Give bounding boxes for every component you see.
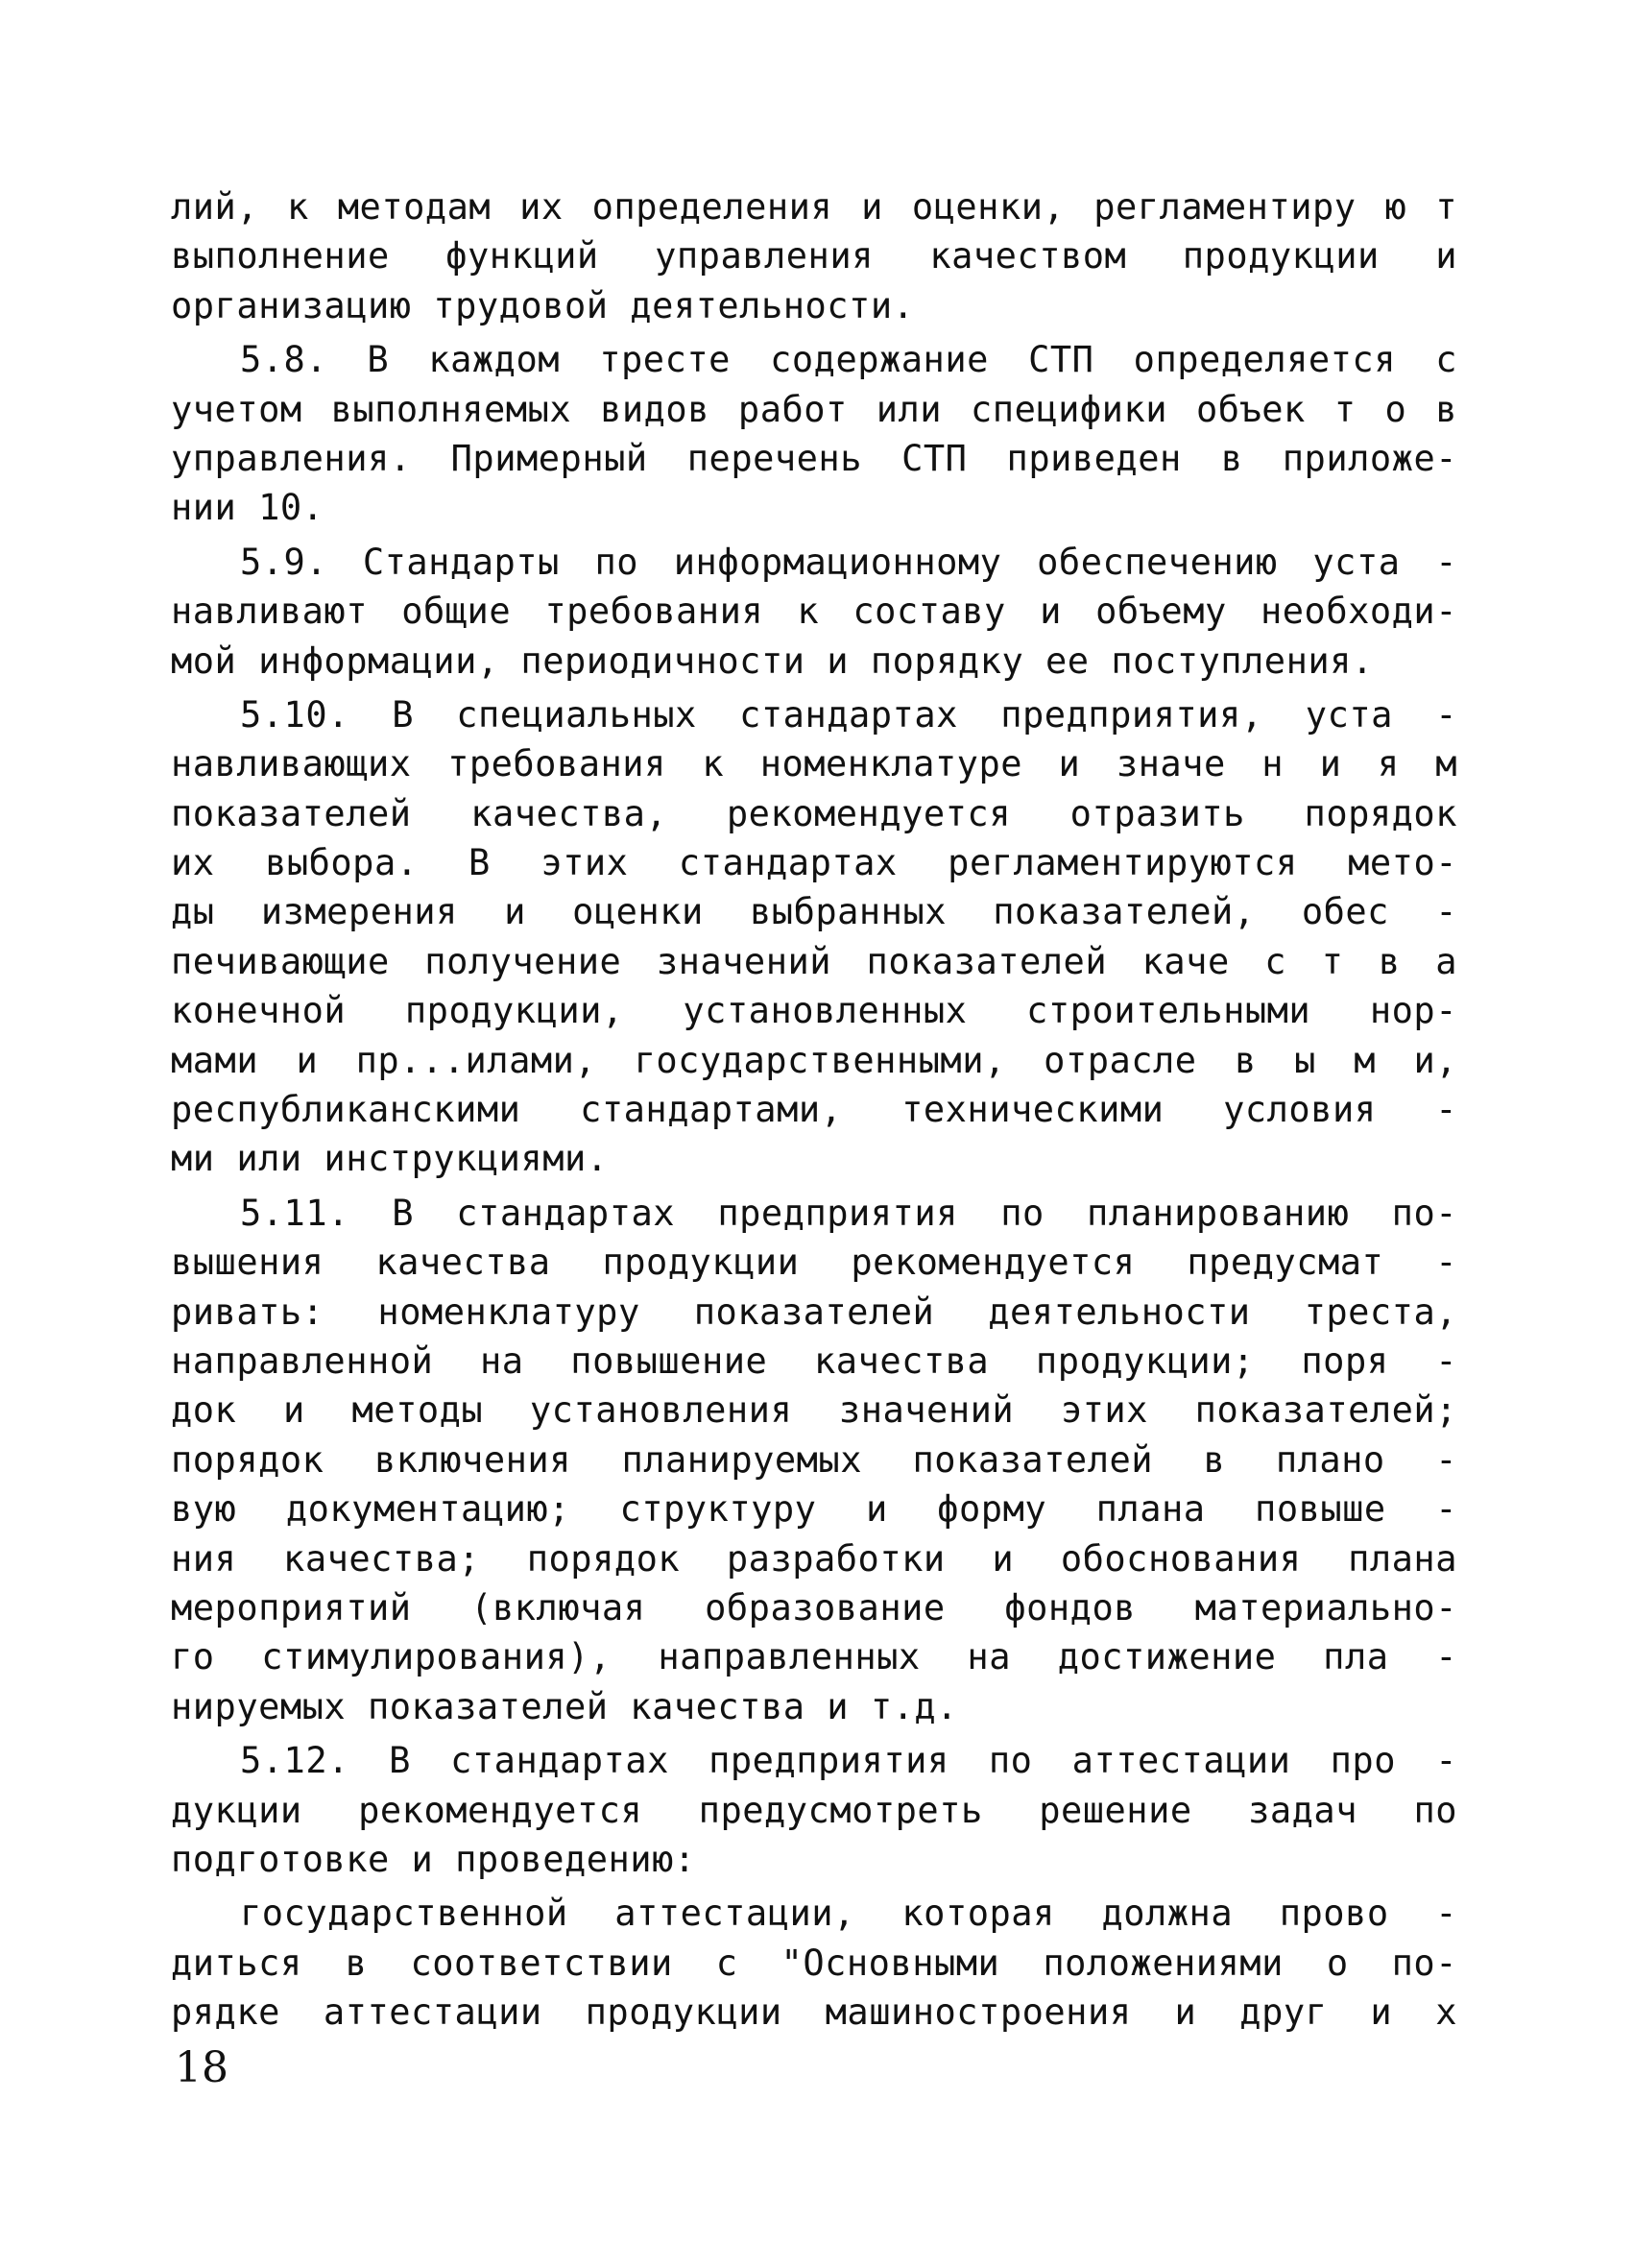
text-line: управления. Примерный перечень СТП приведен в приложе-	[171, 437, 1457, 479]
text-line: порядок включения планируемых показателей в плано -	[171, 1438, 1457, 1481]
text-line: республиканскими стандартами, техническими условия -	[171, 1089, 1457, 1131]
text-line: учетом выполняемых видов работ или специфики объек т о в	[171, 388, 1457, 430]
text-line: подготовке и проведению:	[171, 1838, 696, 1880]
text-line: 5.12. В стандартах предприятия по аттестации про -	[240, 1740, 1457, 1782]
text-line: навливают общие требования к составу и объему необходи-	[171, 591, 1457, 633]
text-line: мой информации, периодичности и порядку ее поступления.	[171, 639, 1374, 682]
text-line: мами и пр...илами, государственными, отрасле в ы м и,	[171, 1039, 1457, 1081]
text-line: организацию трудовой деятельности.	[171, 284, 915, 326]
text-line: вую документацию; структуру и форму плана повыше -	[171, 1488, 1457, 1531]
page-number: 18	[175, 2043, 228, 2092]
text-line: выполнение функций управления качеством продукции и	[171, 235, 1457, 277]
text-line: рядке аттестации продукции машиностроения и друг и х	[171, 1991, 1457, 2034]
text-line: конечной продукции, установленных строительными нор-	[171, 990, 1457, 1032]
text-line: дукции рекомендуется предусмотреть решение задач по	[171, 1789, 1457, 1831]
text-line: 5.8. В каждом тресте содержание СТП определяется с	[240, 339, 1457, 381]
text-line: лий, к методам их определения и оценки, регламентиру ю т	[171, 186, 1457, 228]
text-line: ми или инструкциями.	[171, 1138, 609, 1180]
text-line: 5.11. В стандартах предприятия по планированию по-	[240, 1192, 1457, 1234]
text-line: ды измерения и оценки выбранных показателей, обес -	[171, 891, 1457, 933]
text-line: нии 10.	[171, 487, 324, 529]
text-line: ния качества; порядок разработки и обоснования плана	[171, 1537, 1457, 1580]
text-line: 5.9. Стандарты по информационному обеспечению уста -	[240, 541, 1457, 583]
text-line: ривать: номенклатуру показателей деятельности треста,	[171, 1291, 1457, 1333]
body-text	[171, 182, 1457, 2037]
text-line: государственной аттестации, которая должна прово -	[240, 1893, 1457, 1935]
text-line: го стимулирования), направленных на достижение пла -	[171, 1636, 1457, 1678]
text-line: мероприятий (включая образование фондов материально-	[171, 1586, 1457, 1629]
text-line: диться в соответствии с "Основными положениями о по-	[171, 1942, 1457, 1984]
text-line: показателей качества, рекомендуется отразить порядок	[171, 792, 1457, 834]
text-line: вышения качества продукции рекомендуется предусмат -	[171, 1242, 1457, 1284]
text-line: навливающих требования к номенклатуре и значе н и я м	[171, 743, 1457, 785]
text-line: их выбора. В этих стандартах регламентируются мето-	[171, 842, 1457, 884]
text-line: док и методы установления значений этих показателей;	[171, 1389, 1457, 1432]
text-line: 5.10. В специальных стандартах предприятия, уста -	[240, 693, 1457, 736]
text-line: направленной на повышение качества продукции; поря -	[171, 1339, 1457, 1382]
text-line: нируемых показателей качества и т.д.	[171, 1685, 958, 1727]
text-line: печивающие получение значений показателей каче с т в а	[171, 940, 1457, 982]
